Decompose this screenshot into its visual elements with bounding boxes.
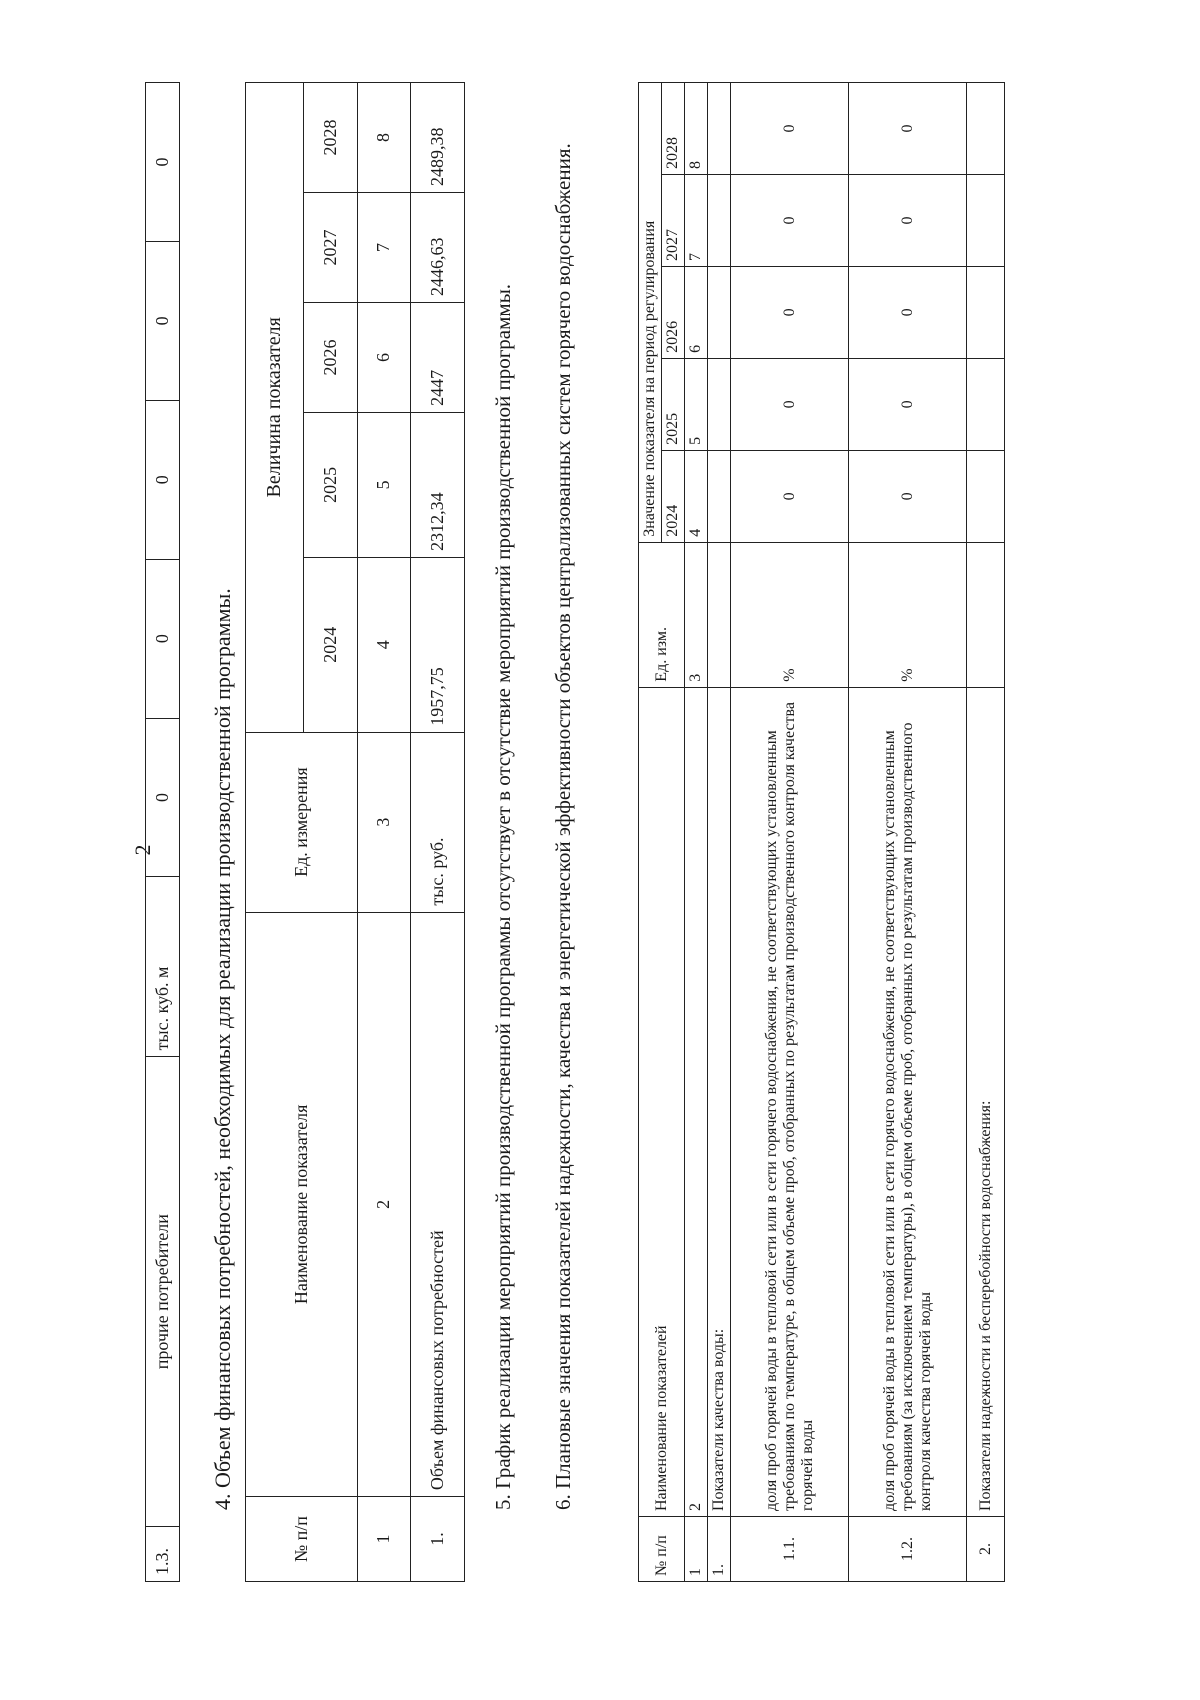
row-number: 1.3. bbox=[146, 1527, 180, 1582]
value-2025: 0 bbox=[731, 358, 849, 450]
index-cell: 3 bbox=[685, 542, 708, 687]
row-name: Показатели качества воды: bbox=[708, 687, 731, 1516]
index-cell: 1 bbox=[685, 1517, 708, 1582]
header-unit: Ед. измерения bbox=[246, 732, 358, 912]
index-cell: 7 bbox=[357, 193, 411, 303]
row-1-3-table bbox=[145, 82, 180, 1582]
value-2028: 2489,38 bbox=[411, 83, 465, 193]
header-num: № п/п bbox=[639, 1517, 685, 1582]
header-num: № п/п bbox=[246, 1497, 358, 1582]
index-cell: 2 bbox=[357, 912, 411, 1496]
header-unit: Ед. изм. bbox=[639, 542, 685, 687]
value-2024: 0 bbox=[731, 450, 849, 542]
header-year: 2026 bbox=[303, 302, 357, 412]
table-index-row bbox=[685, 83, 708, 1582]
row-name: доля проб горячей воды в тепловой сети или в сети горячего водоснабжения, не соответствующих установленным требованиям (за исключением температуры), в общем объеме проб, отобранных по результатам производственного контроля качества горячей воды bbox=[849, 687, 967, 1516]
row-unit: тыс. руб. bbox=[411, 732, 465, 912]
row-name: Показатели надежности и бесперебойности водоснабжения: bbox=[967, 687, 1005, 1516]
index-cell: 5 bbox=[357, 412, 411, 557]
table-index-row bbox=[357, 83, 411, 1582]
row-number: 1. bbox=[708, 1517, 731, 1582]
index-cell: 4 bbox=[357, 557, 411, 732]
value-2026: 2447 bbox=[411, 302, 465, 412]
value-2024: 1957,75 bbox=[411, 557, 465, 732]
financial-needs-table bbox=[245, 82, 465, 1582]
table-group-row bbox=[967, 83, 1005, 1582]
row-unit: % bbox=[849, 542, 967, 687]
value-2025: 0 bbox=[849, 358, 967, 450]
header-year: 2025 bbox=[303, 412, 357, 557]
row-number: 1. bbox=[411, 1497, 465, 1582]
header-year: 2027 bbox=[662, 174, 685, 266]
row-name: Объем финансовых потребностей bbox=[411, 912, 465, 1496]
page-number: 2 bbox=[130, 844, 155, 856]
value-2024: 0 bbox=[146, 718, 180, 877]
row-unit: % bbox=[731, 542, 849, 687]
header-name: Наименование показателя bbox=[246, 912, 358, 1496]
index-cell: 7 bbox=[685, 174, 708, 266]
index-cell: 5 bbox=[685, 358, 708, 450]
index-cell: 4 bbox=[685, 450, 708, 542]
row-number: 2. bbox=[967, 1517, 1005, 1582]
header-name: Наименование показателей bbox=[639, 687, 685, 1516]
value-2027: 0 bbox=[731, 174, 849, 266]
indicators-table bbox=[638, 82, 1005, 1582]
row-number: 1.2. bbox=[849, 1517, 967, 1582]
header-year: 2025 bbox=[662, 358, 685, 450]
table-row bbox=[849, 83, 967, 1582]
value-2026: 0 bbox=[731, 266, 849, 358]
header-value: Значение показателя на период регулирования bbox=[639, 83, 662, 543]
header-year: 2027 bbox=[303, 193, 357, 303]
value-2024: 0 bbox=[849, 450, 967, 542]
table-row bbox=[146, 83, 180, 1582]
header-value: Величина показателя bbox=[246, 83, 304, 733]
value-2026: 0 bbox=[849, 266, 967, 358]
index-cell: 8 bbox=[685, 83, 708, 175]
value-2025: 2312,34 bbox=[411, 412, 465, 557]
index-cell: 6 bbox=[357, 302, 411, 412]
row-name: доля проб горячей воды в тепловой сети или в сети горячего водоснабжения, не соответствующих установленным требованиям по температуре, в общем объеме проб, отобранных по результатам производственного контроля качества горячей воды bbox=[731, 687, 849, 1516]
header-year: 2028 bbox=[662, 83, 685, 175]
value-2028: 0 bbox=[146, 83, 180, 242]
header-year: 2026 bbox=[662, 266, 685, 358]
index-cell: 1 bbox=[357, 1497, 411, 1582]
value-2027: 2446,63 bbox=[411, 193, 465, 303]
table-row bbox=[731, 83, 849, 1582]
value-2027: 0 bbox=[849, 174, 967, 266]
table-row bbox=[411, 83, 465, 1582]
header-year: 2028 bbox=[303, 83, 357, 193]
table-header-row bbox=[246, 83, 304, 1582]
index-cell: 3 bbox=[357, 732, 411, 912]
value-2026: 0 bbox=[146, 400, 180, 559]
section-5-text: 5. График реализации мероприятий производственной программы отсутствует в отсутствие мероприятий производственной программы. bbox=[491, 283, 515, 1510]
row-number: 1.1. bbox=[731, 1517, 849, 1582]
index-cell: 2 bbox=[685, 687, 708, 1516]
section-6-text: 6. Плановые значения показателей надежности, качества и энергетической эффективности объектов централизованных систем горячего водоснабжения. bbox=[551, 143, 575, 1510]
row-unit: тыс. куб. м bbox=[146, 877, 180, 1057]
value-2028: 0 bbox=[849, 83, 967, 175]
header-year: 2024 bbox=[662, 450, 685, 542]
value-2028: 0 bbox=[731, 83, 849, 175]
index-cell: 6 bbox=[685, 266, 708, 358]
table-group-row bbox=[708, 83, 731, 1582]
header-year: 2024 bbox=[303, 557, 357, 732]
value-2025: 0 bbox=[146, 559, 180, 718]
table-header-row bbox=[639, 83, 662, 1582]
row-name: прочие потребители bbox=[146, 1057, 180, 1527]
value-2027: 0 bbox=[146, 241, 180, 400]
index-cell: 8 bbox=[357, 83, 411, 193]
section-4-title: 4. Объем финансовых потребностей, необходимых для реализации производственной программы. bbox=[210, 588, 235, 1510]
